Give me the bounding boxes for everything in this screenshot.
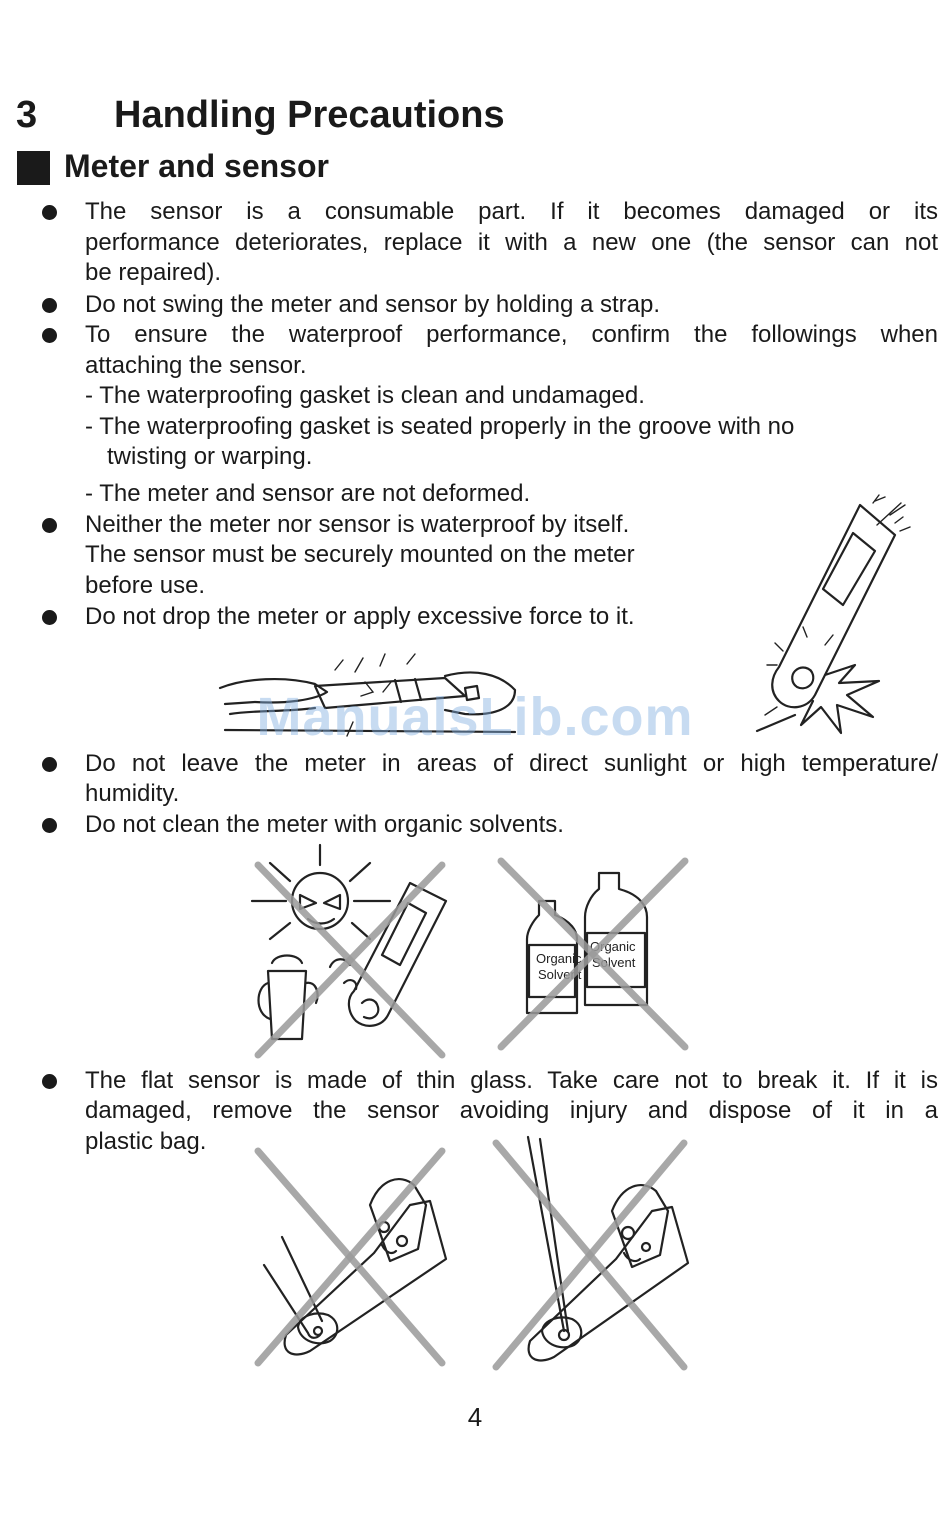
sensor-finger-prohibited-illustration [250, 1145, 450, 1370]
bottle-label-line: Organic [590, 939, 636, 954]
bullet-text-line: The flat sensor is made of thin glass. Take care not to break it. If it is [85, 1067, 938, 1094]
chapter-number: 3 [16, 94, 38, 136]
sub-item-text: - The meter and sensor are not deformed. [85, 480, 531, 507]
bottle-label-line: Organic [536, 951, 582, 966]
bullet-text-line: The sensor must be securely mounted on the meter [85, 541, 635, 568]
bullet-text-line: attaching the sensor. [85, 352, 307, 379]
bullet-text-line: Neither the meter nor sensor is waterproof by itself. [85, 511, 630, 538]
bullet-dot [42, 1074, 57, 1089]
watermark: ManualsLib.com [256, 687, 694, 747]
bullet-dot [42, 205, 57, 220]
bullet-text-line: be repaired). [85, 259, 222, 286]
bullet-dot [42, 610, 57, 625]
chapter-title: Handling Precautions [114, 94, 505, 136]
bullet-text-line: Do not swing the meter and sensor by holding a strap. [85, 291, 660, 318]
sensor-tool-prohibited-illustration [488, 1135, 693, 1373]
bullet-text-line: Do not clean the meter with organic solvents. [85, 811, 564, 838]
section-marker [17, 151, 50, 185]
sub-item-text: - The waterproofing gasket is seated properly in the groove with no [85, 413, 795, 440]
sunlight-prohibited-illustration [250, 843, 450, 1061]
sub-item-text: - The waterproofing gasket is clean and undamaged. [85, 382, 645, 409]
bullet-text-line: damaged, remove the sensor avoiding injury and dispose of it in a [85, 1097, 938, 1124]
bullet-text-line: Do not drop the meter or apply excessive force to it. [85, 603, 635, 630]
bullet-text-line: before use. [85, 572, 206, 599]
bullet-dot [42, 757, 57, 772]
bullet-text-line: The sensor is a consumable part. If it becomes damaged or its [85, 198, 938, 225]
bullet-dot [42, 298, 57, 313]
page-number: 4 [467, 1402, 483, 1432]
bullet-text-line: Do not leave the meter in areas of direct sunlight or high temperature/ [85, 750, 938, 777]
bottle-label-line: Solvent [592, 955, 636, 970]
sub-item-text: twisting or warping. [107, 443, 313, 470]
bullet-text-line: To ensure the waterproof performance, confirm the followings when [85, 321, 938, 348]
bullet-dot [42, 818, 57, 833]
section-title: Meter and sensor [64, 148, 329, 184]
bottle-label-line: Solvent [538, 967, 582, 982]
bullet-text-line: performance deteriorates, replace it with a new one (the sensor can not [85, 229, 938, 256]
bullet-text-line: plastic bag. [85, 1128, 207, 1155]
bullet-text-line: humidity. [85, 780, 180, 807]
organic-solvent-prohibited-illustration [495, 855, 695, 1055]
bullet-dot [42, 518, 57, 533]
bullet-dot [42, 328, 57, 343]
